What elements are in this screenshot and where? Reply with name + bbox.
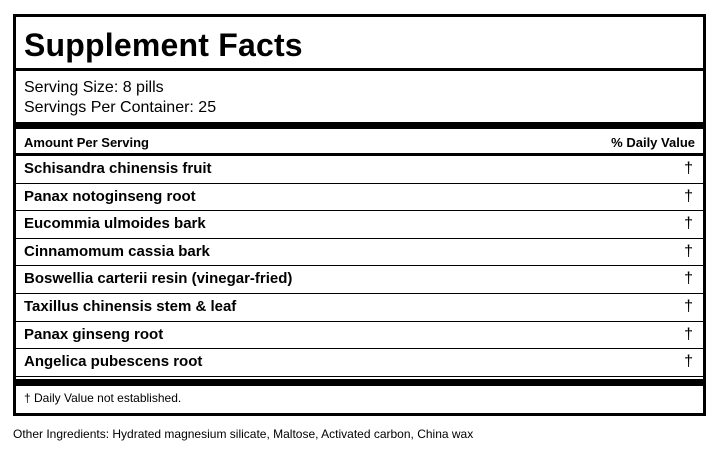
daily-value-mark: † [684,353,693,371]
daily-value-mark: † [684,242,693,260]
ingredient-row [16,349,703,377]
ingredient-row [16,211,703,239]
title-divider [16,68,703,71]
ingredient-name: Angelica pubescens root [24,353,203,371]
ingredient-name: Boswellia carterii resin (vinegar-fried) [24,270,293,288]
ingredient-list [16,156,703,377]
daily-value-label: % Daily Value [611,135,695,150]
ingredient-row [16,294,703,322]
ingredient-row [16,184,703,212]
servings-per-container: Servings Per Container: 25 [24,99,217,116]
daily-value-mark: † [684,215,693,233]
ingredient-name: Schisandra chinensis fruit [24,160,212,177]
daily-value-footnote: † Daily Value not established. [24,391,182,405]
panel-title: Supplement Facts [24,27,303,63]
thick-divider-top [16,122,703,129]
daily-value-mark: † [684,187,693,205]
daily-value-mark: † [684,325,693,343]
daily-value-mark: † [684,160,693,177]
ingredient-row [16,322,703,350]
thick-divider-bottom [16,379,703,386]
daily-value-mark: † [684,270,693,288]
serving-size: Serving Size: 8 pills [24,79,164,96]
ingredient-name: Taxillus chinensis stem & leaf [24,297,237,315]
ingredient-name: Panax ginseng root [24,325,164,343]
supplement-facts-panel [13,14,706,416]
ingredient-name: Cinnamomum cassia bark [24,242,210,260]
column-header-row [16,130,703,154]
ingredient-row [16,266,703,294]
ingredient-row [16,156,703,184]
ingredient-row [16,239,703,267]
amount-per-serving-label: Amount Per Serving [24,135,149,150]
other-ingredients: Other Ingredients: Hydrated magnesium silicate, Maltose, Activated carbon, China wax [13,427,474,441]
ingredient-name: Panax notoginseng root [24,187,196,205]
daily-value-mark: † [684,297,693,315]
ingredient-name: Eucommia ulmoides bark [24,215,206,233]
